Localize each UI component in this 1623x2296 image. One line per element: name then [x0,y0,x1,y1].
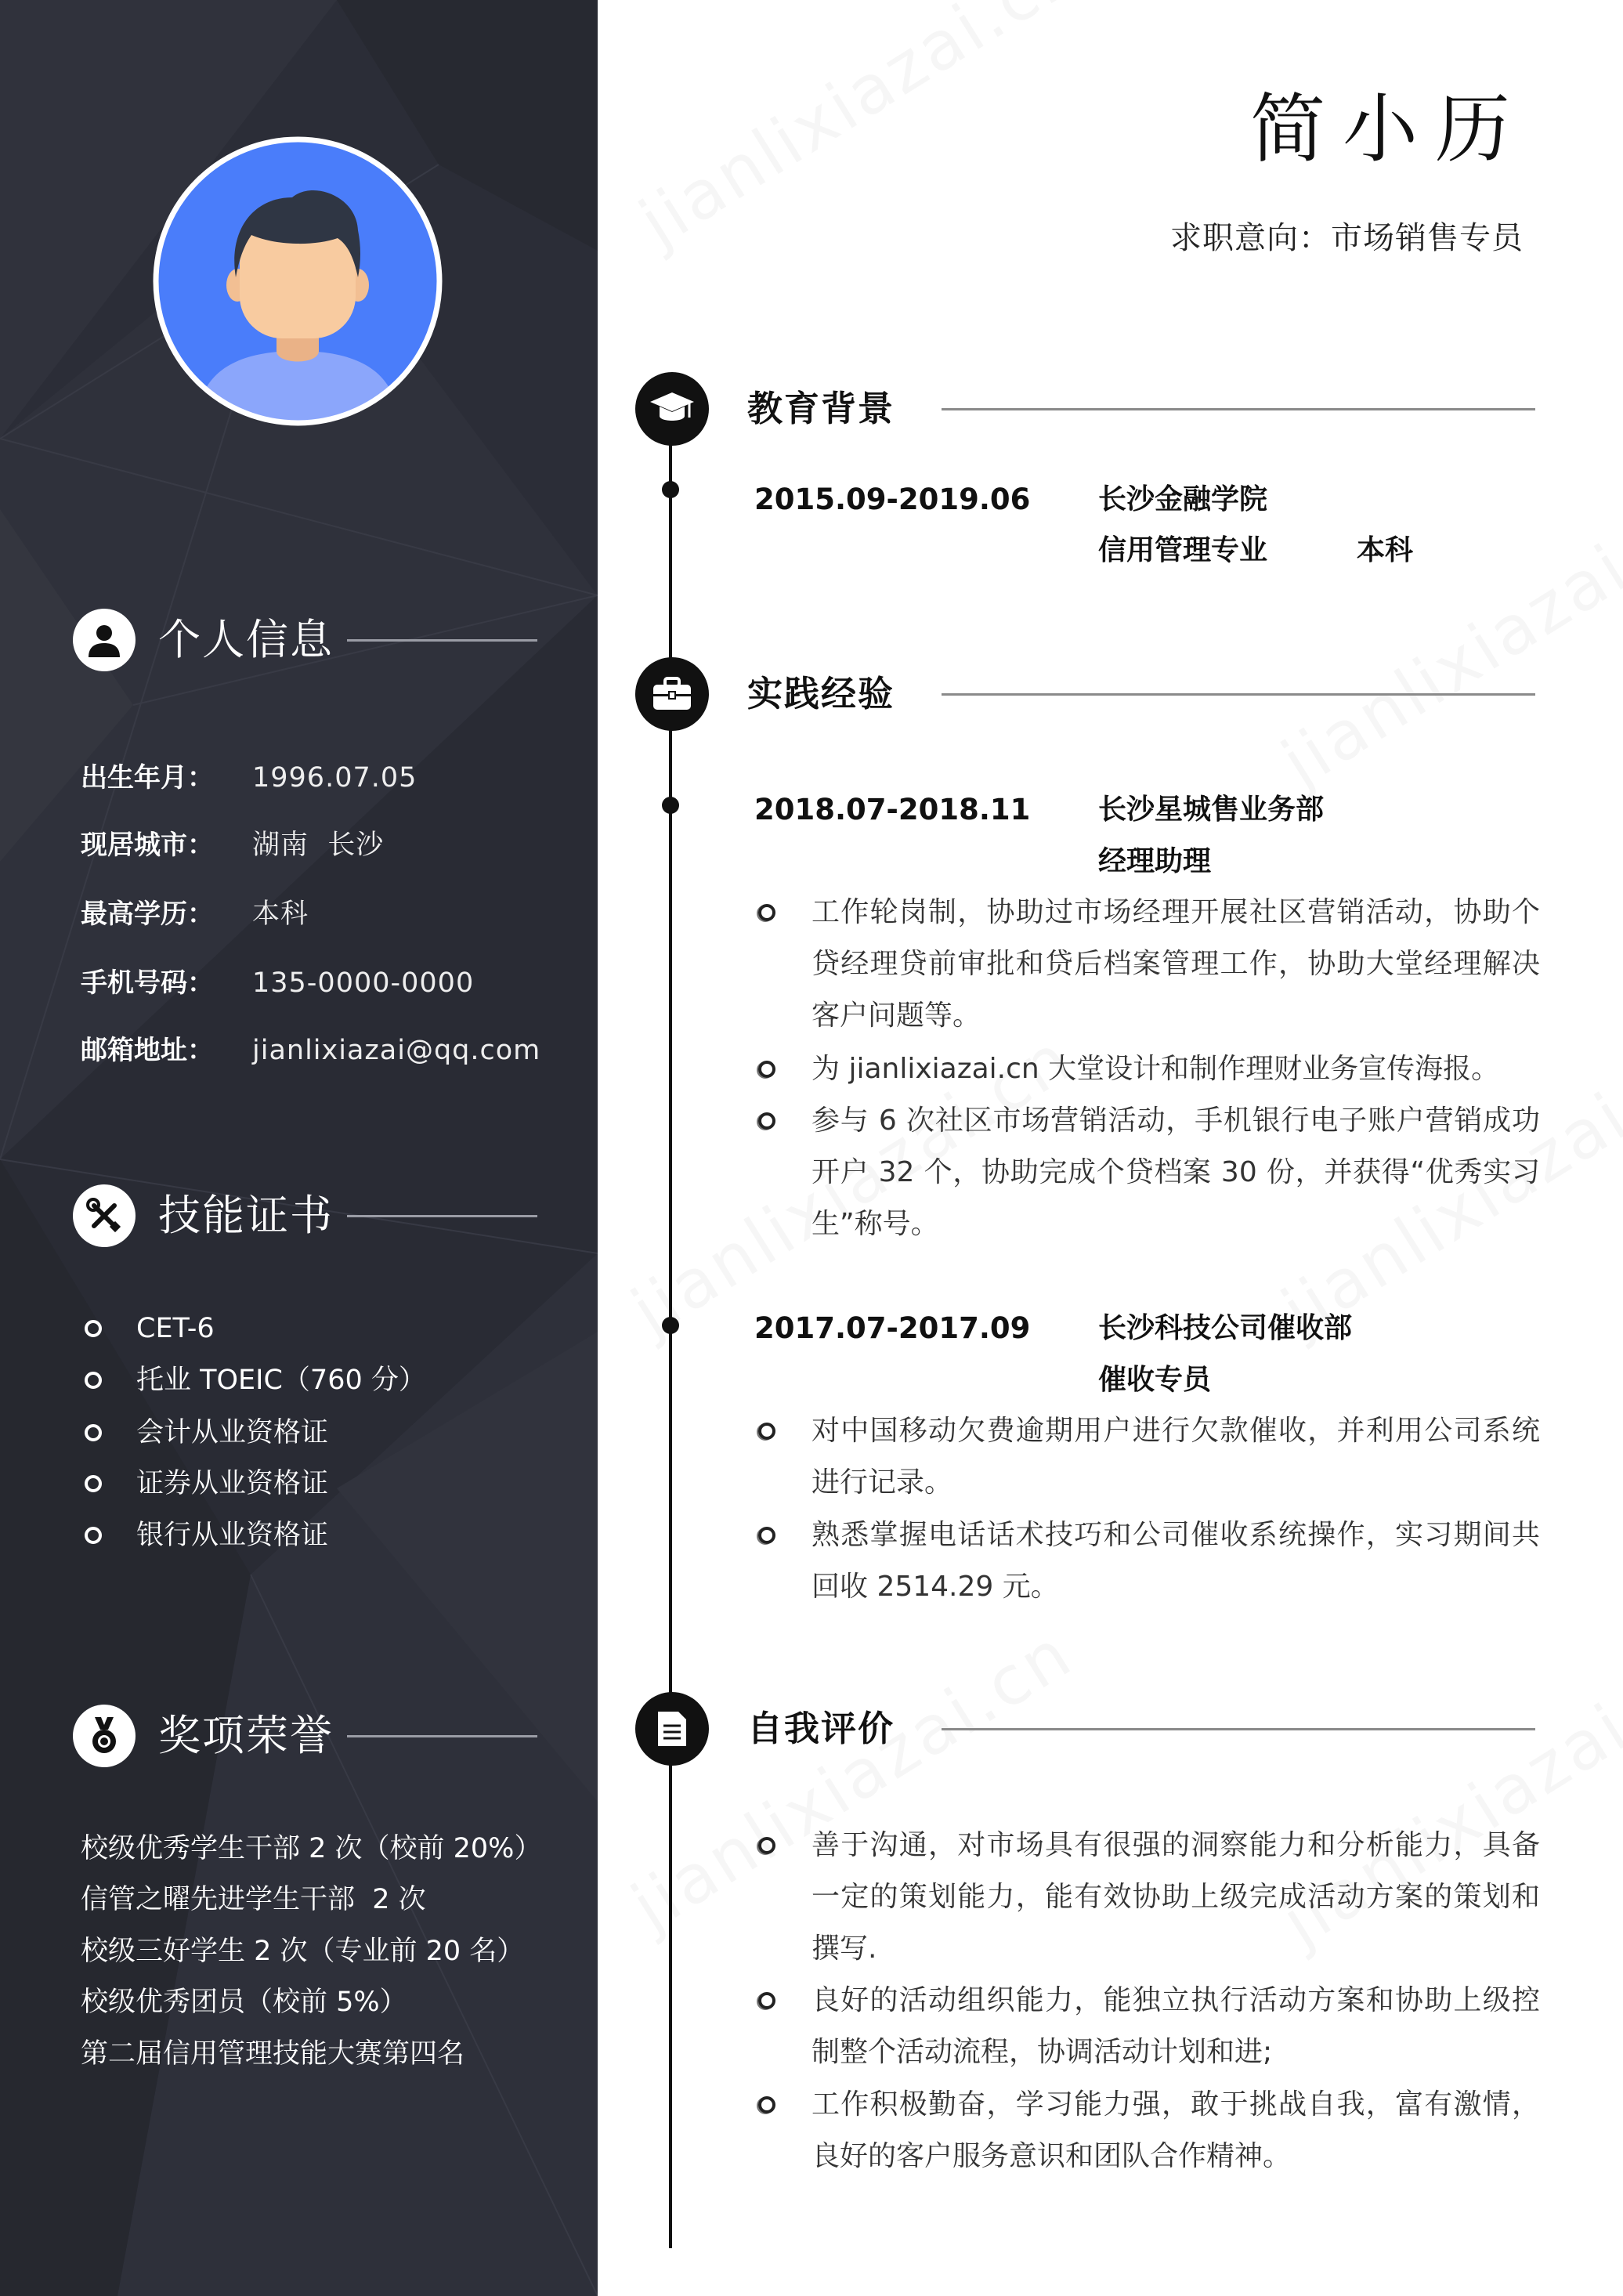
list-item [78,1413,580,1452]
bullet-ring-icon [758,1837,775,1854]
bullet-ring-icon [758,1112,775,1130]
education-degree: 本科 [1357,534,1414,566]
section-title-skills: 技能证书 [158,1191,334,1240]
section-divider [942,693,1535,696]
award-item: 校级优秀学生干部 2 次（校前 20%） [81,1833,542,1864]
info-label-city: 现居城市： [81,830,214,861]
duty-text: 对中国移动欠费逾期用户进行欠款催收，并利用公司系统进行记录。 [812,1415,1540,1499]
duty-text: 工作轮岗制，协助过市场经理开展社区营销活动，协助个贷经理贷前审批和贷后档案管理工作，协助大堂经理解决客户问题等。 [812,896,1540,1032]
section-title-awards: 奖项荣誉 [158,1711,334,1760]
timeline-dot [662,1317,679,1334]
sidebar [0,0,598,2296]
section-divider [347,639,537,642]
bullet-ring-icon [85,1320,102,1337]
award-item: 校级三好学生 2 次（专业前 20 名） [81,1936,525,1967]
duty-text: 为 jianlixiazai.cn 大堂设计和制作理财业务宣传海报。 [812,1053,1500,1085]
medal-icon [73,1705,136,1767]
list-item [78,1361,580,1400]
section-divider [942,408,1535,410]
info-value-birth: 1996.07.05 [252,762,417,794]
user-icon [73,609,136,671]
list-item [752,1043,1540,1095]
timeline-dot [662,797,679,814]
info-label-education: 最高学历： [81,899,214,930]
experience-position: 催收专员 [1098,1364,1212,1396]
section-divider [347,1735,537,1737]
bullet-ring-icon [758,1527,775,1544]
bullet-ring-icon [758,2096,775,2113]
bullet-ring-icon [758,904,775,921]
award-item: 第二届信用管理技能大赛第四名 [81,2038,465,2070]
skill-text: CET-6 [136,1313,215,1344]
list-item [752,1510,1540,1613]
avatar [151,135,444,428]
info-value-city: 湖南 长沙 [252,830,385,861]
award-item: 信管之曜先进学生干部 2 次 [81,1884,426,1915]
experience-date: 2017.07-2017.09 [754,1311,1031,1345]
duty-text: 参与 6 次社区市场营销活动，手机银行电子账户营销成功开户 32 个，协助完成个贷档案 30 份，并获得“优秀实习生”称号。 [812,1105,1540,1240]
watermark [627,0,1094,262]
bullet-ring-icon [758,1992,775,2009]
evaluation-text: 工作积极勤奋，学习能力强，敢于挑战自我，富有激情，良好的客户服务意识和团队合作精神。 [812,2088,1540,2172]
graduation-cap-icon [635,372,709,446]
info-label-birth: 出生年月： [81,762,214,794]
list-item [752,1975,1540,2078]
info-value-phone: 135-0000-0000 [252,967,475,999]
info-value-email: jianlixiazai@qq.com [252,1035,541,1066]
info-label-email: 邮箱地址： [81,1035,214,1066]
timeline-dot [662,481,679,498]
section-divider [347,1215,537,1217]
document-icon [635,1692,709,1766]
skill-text: 托业 TOEIC（760 分） [136,1365,426,1396]
resume-name: 简小历 [1250,85,1527,173]
watermark [1269,470,1623,803]
list-item [752,1820,1540,1975]
skill-text: 银行从业资格证 [136,1520,329,1551]
education-major: 信用管理专业 [1098,534,1268,566]
experience-company: 长沙科技公司催收部 [1098,1312,1353,1344]
bullet-ring-icon [85,1527,102,1544]
job-objective: 求职意向：市场销售专员 [1170,220,1524,256]
briefcase-icon [635,657,709,731]
section-title-experience: 实践经验 [747,673,895,714]
info-value-education: 本科 [252,899,309,930]
evaluation-text: 善于沟通，对市场具有很强的洞察能力和分析能力，具备一定的策划能力，能有效协助上级完成活动方案的策划和撰写. [812,1829,1540,1965]
skill-text: 证券从业资格证 [136,1468,329,1499]
list-item [752,887,1540,1042]
section-title-personal: 个人信息 [158,615,334,664]
skill-text: 会计从业资格证 [136,1417,329,1448]
award-item: 校级优秀团员（校前 5%） [81,1987,407,2018]
list-item [752,1405,1540,1509]
evaluation-text: 良好的活动组织能力，能独立执行活动方案和协助上级控制整个活动流程，协调活动计划和进; [812,1984,1540,2068]
list-item [78,1309,580,1348]
section-title-education: 教育背景 [747,388,895,429]
bullet-ring-icon [85,1424,102,1441]
list-item [78,1464,580,1503]
list-item [752,2079,1540,2182]
experience-company: 长沙星城售业务部 [1098,794,1325,826]
education-school: 长沙金融学院 [1098,483,1268,515]
bullet-ring-icon [758,1423,775,1440]
bullet-ring-icon [758,1061,775,1078]
list-item [78,1516,580,1555]
section-divider [942,1728,1535,1730]
info-label-phone: 手机号码： [81,967,214,999]
section-title-self-evaluation: 自我评价 [747,1708,895,1749]
list-item [752,1095,1540,1250]
duty-text: 熟悉掌握电话话术技巧和公司催收系统操作，实习期间共回收 2514.29 元。 [812,1519,1540,1603]
tools-icon [73,1184,136,1247]
experience-position: 经理助理 [1098,845,1212,877]
education-date: 2015.09-2019.06 [754,483,1031,516]
experience-date: 2018.07-2018.11 [754,793,1031,826]
bullet-ring-icon [85,1475,102,1492]
bullet-ring-icon [85,1372,102,1389]
